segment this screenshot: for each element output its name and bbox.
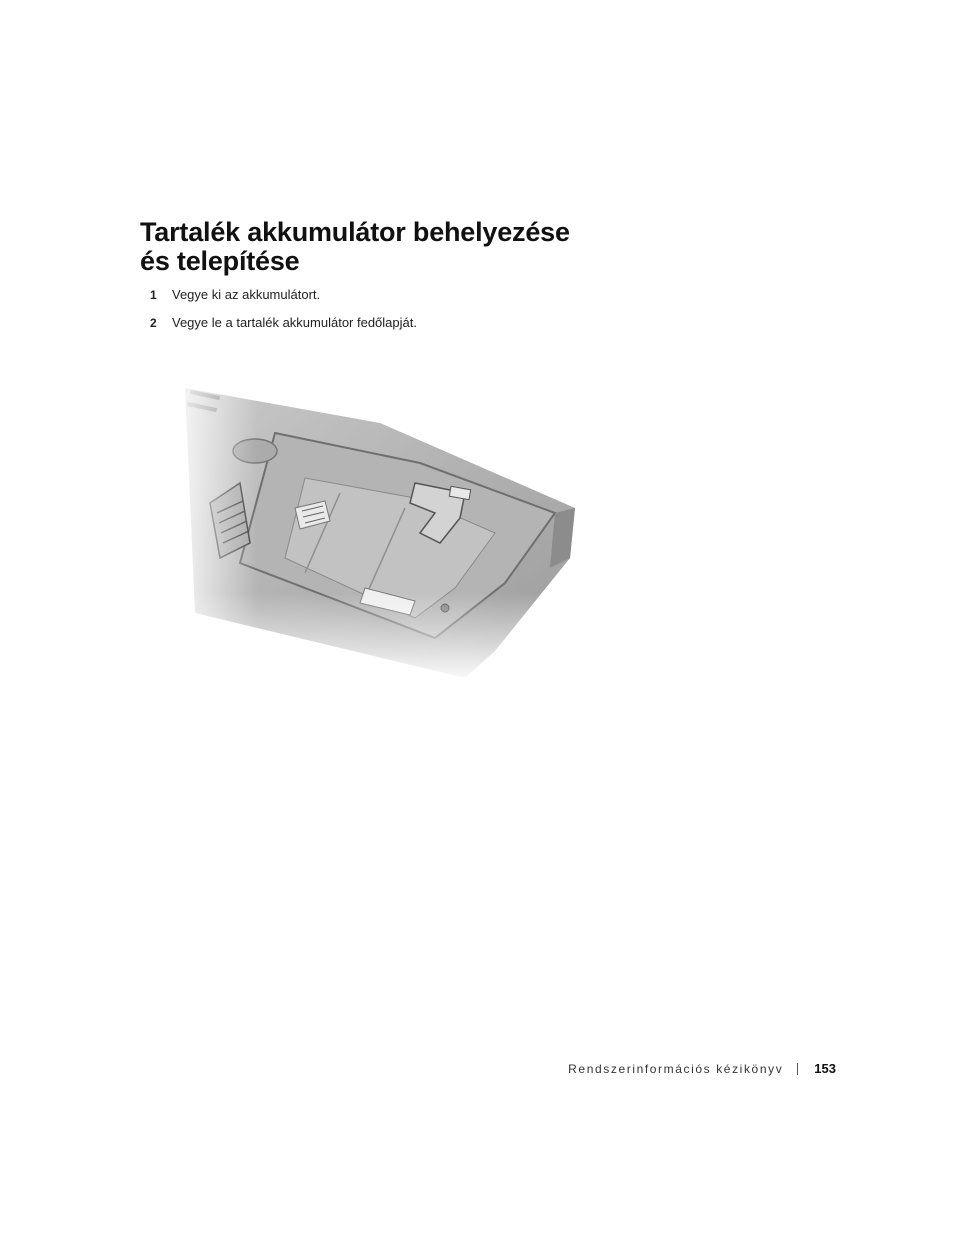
- page-footer: [568, 1061, 836, 1076]
- step-text: Vegye le a tartalék akkumulátor fedőlapját.: [172, 315, 417, 330]
- footer-book-title: Rendszerinformációs kézikönyv: [568, 1061, 784, 1076]
- section-heading: [140, 218, 660, 276]
- page-number: 153: [814, 1061, 836, 1076]
- list-item: [150, 286, 417, 314]
- step-number: 2: [150, 316, 157, 330]
- laptop-underside-icon: [165, 383, 585, 683]
- step-number: 1: [150, 288, 157, 302]
- list-item: [150, 314, 417, 342]
- section-heading-line-1: Tartalék akkumulátor behelyezése: [140, 217, 570, 247]
- section-heading-line-2: és telepítése: [140, 246, 300, 276]
- step-list: [150, 286, 417, 342]
- battery-bay-illustration: [165, 383, 585, 683]
- step-text: Vegye ki az akkumulátort.: [172, 287, 321, 302]
- footer-divider: [797, 1063, 798, 1075]
